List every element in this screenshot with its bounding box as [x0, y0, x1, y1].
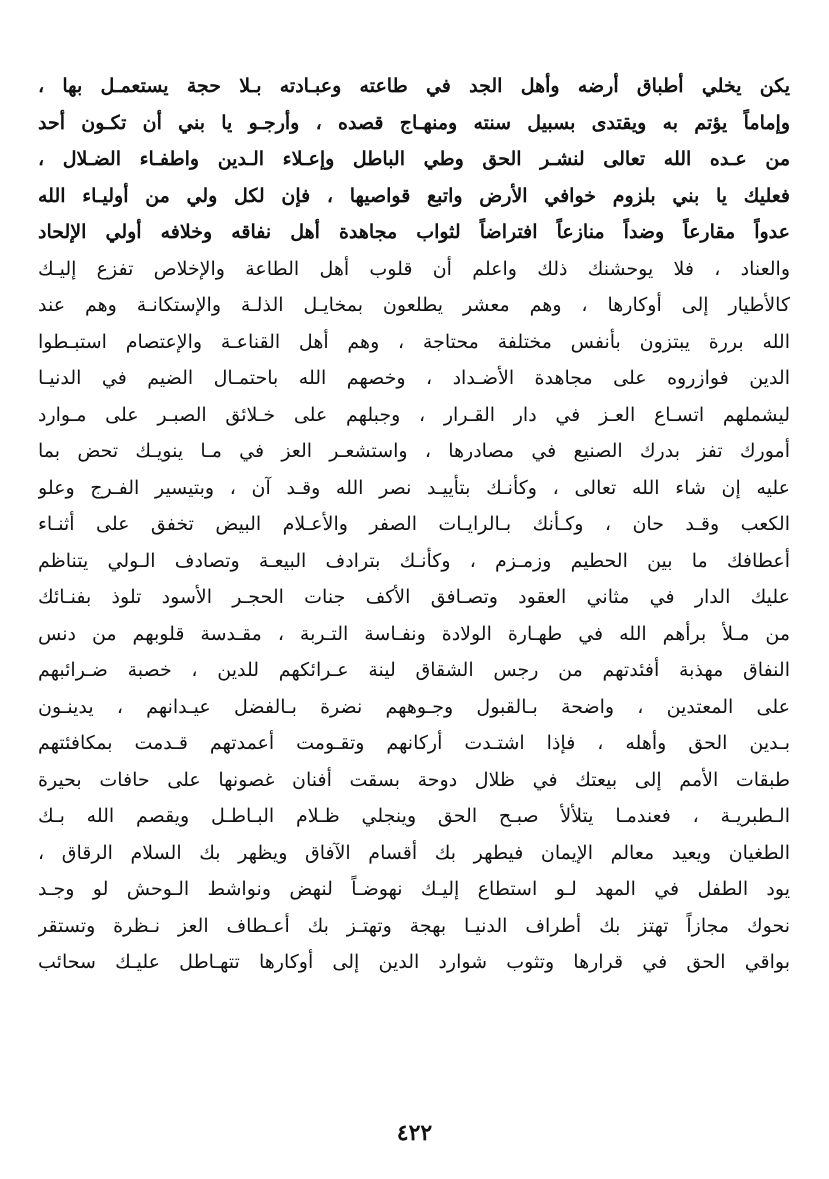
text-line: وإماماً يؤتم به ويقتدى بسبيل سنته ومنهـاج قصده ، وأرجـو يا بني أن تكـون أحد — [38, 111, 790, 134]
text-line: النفاق مهذبة أفئدتهم من رجس الشقاق لينة عـرائكهم للدين ، خصبة ضـرائبهم — [38, 659, 790, 681]
text-line: نحوك مجازاً تهتز بك أطراف الدنيـا بهجة وتهتـز بك أعـطاف العز نـظرة وتستقر — [38, 914, 790, 937]
text-line: عليك الدار في مثاني العقود وتصـافق الأكف جنات الحجـر الأسود تلوذ بفنـائك — [38, 586, 790, 608]
text-line: بـدين الحق وأهله ، فإذا اشتـدت أركانهم وتقـومت أعمدتهم قـدمت بمكافئتهم — [38, 732, 790, 754]
text-line: فعليك يا بني بلزوم خوافي الأرض واتبع قواصيها ، فإن لكل ولي من أوليـاء الله — [38, 184, 790, 207]
text-line: طبقات الأمم إلى بيعتك في ظلال دوحة بسقت أفنان غصونها على حافات بحيرة — [38, 768, 790, 791]
text-line: الكعب وقـد حان ، وكـأنك بـالرايـات الصفر والأعـلام البيض تخفق على أثنـاء — [38, 513, 790, 535]
body-text — [38, 68, 790, 981]
page-number: ٤٢٢ — [396, 1120, 433, 1146]
text-line: بواقي الحق في قرارها وتثوب شوارد الدين إلى أوكارها تتهـاطل عليـك سحائب — [38, 951, 790, 973]
text-line: والعناد ، فلا يوحشنك ذلك واعلم أن قلوب أهل الطاعة والإخلاص تفزع إليـك — [38, 257, 790, 280]
text-line: على المعتدين ، واضحة بـالقبول وجـوههم نضرة بـالفضل عيـدانهم ، يدينـون — [38, 695, 790, 718]
text-line: الطغيان ويعيد معالم الإيمان فيطهر بك أقسام الآفاق ويظهر بك السلام الرقاق ، — [38, 841, 790, 864]
text-line: أمورك تفز بدرك الصنيع في مصادرها ، واستشعـر العز في مـا ينويـك تحض بما — [38, 440, 790, 462]
text-line: الدين فوازروه على مجاهدة الأضـداد ، وخصهم الله باحتمـال الضيم في الدنيـا — [38, 367, 790, 389]
text-line: من مـلأ برأهم الله في طهـارة الولادة ونفـاسة التـربة ، مقـدسة قلوبهم من دنس — [38, 622, 790, 645]
text-line: عليه إن شاء الله تعالى ، وكأنـك بتأييـد نصر الله وقـد آن ، وبتيسير الفـرج وعلو — [38, 476, 790, 499]
text-line: من عـده الله تعالى لنشـر الحق وطي الباطل وإعـلاء الـدين واطفـاء الضـلال ، — [38, 148, 790, 170]
text-line: يكن يخلي أطباق أرضه وأهل الجد في طاعته وعبـادته بـلا حجة يستعمـل بها ، — [38, 75, 790, 97]
text-line: كالأطيار إلى أوكارها ، وهم معشر يطلعون بمخايـل الذلـة والإستكانـة وهم عند — [38, 294, 790, 316]
text-line: الـطبريـة ، فعندمـا يتلألأ صبـح الحق وينجلي ظـلام البـاطـل ويقصم الله بـك — [38, 805, 790, 827]
text-line: يود الطفل في المهد لـو استطاع إليـك نهوضـاً لنهض ونواشط الـوحش لو وجـد — [38, 878, 790, 900]
text-line: الله بررة يبتزون بأنفس مختلفة محتاجة ، وهم أهل القناعـة والإعتصام استبـطوا — [38, 330, 790, 353]
text-line: ليشملهم اتسـاع العـز في دار القـرار ، وجبلهم على خـلائق الصبـر على مـوارد — [38, 403, 790, 426]
text-line: عدواً مقارعاً وضداً منازعاً افتراضاً لثواب مجاهدة أهل نفاقه وخلافه أولي الإلحاد — [38, 221, 790, 243]
text-line: أعطافك ما بين الحطيم وزمـزم ، وكأنـك بترادف البيعـة وتصادف الـولي يتناظم — [38, 549, 790, 572]
